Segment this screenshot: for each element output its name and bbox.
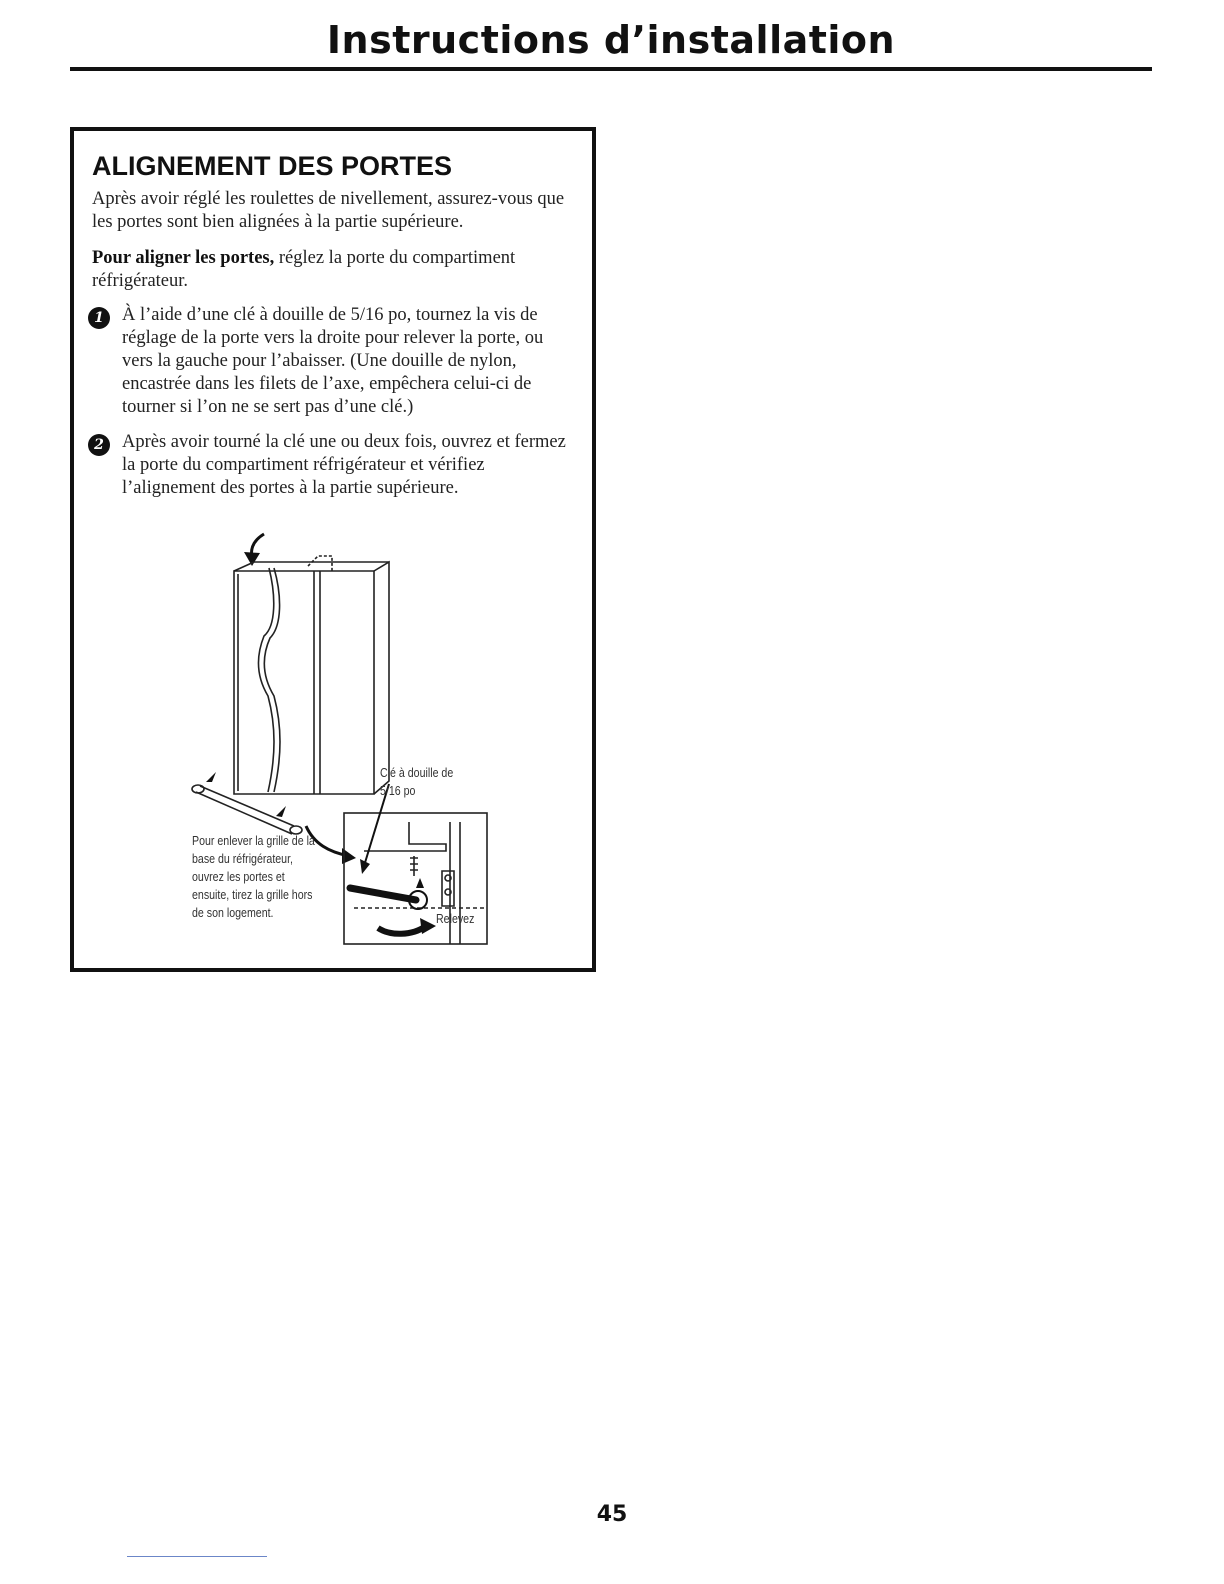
intro-paragraph: Après avoir réglé les roulettes de nivellement, assurez-vous que les portes sont bien alignées à la partie supérieure. (92, 189, 565, 232)
door-alignment-panel (70, 127, 596, 972)
page-title: Instructions d’installation (326, 18, 896, 62)
section-title: ALIGNEMENT DES PORTES (92, 151, 453, 181)
grille-caption: Pour enlever la grille de la base du réfrigérateur, ouvrez les portes et ensuite, tirez la grille hors de son logement. (192, 834, 315, 920)
lead-bold: Pour aligner les portes, (92, 248, 275, 268)
raise-label: Relevez (436, 912, 475, 926)
lead-paragraph (92, 247, 572, 293)
rotate-arrow-icon (378, 918, 436, 934)
refrigerator-illustration (164, 526, 494, 951)
step-2-marker: 2 (88, 434, 110, 456)
lead-rest: réglez la porte du compartiment réfrigérateur. (92, 248, 516, 291)
refrigerator-body (234, 556, 389, 794)
page-number: 45 (596, 1502, 628, 1527)
base-grille (192, 785, 302, 834)
step-2-text: Après avoir tourné la clé une ou deux fois, ouvrez et fermez la porte du compartiment réfrigérateur et vérifiez l’alignement des portes à la partie supérieure. (122, 432, 566, 498)
header-rule (70, 67, 1152, 71)
step-1-marker: 1 (88, 307, 110, 329)
footer-line (127, 1556, 267, 1557)
socket-wrench-icon (350, 878, 427, 909)
wrench-label: Clé à douille de 5/16 po (380, 766, 454, 798)
door-handle (258, 568, 280, 792)
step-1-text: À l’aide d’une clé à douille de 5/16 po, tournez la vis de réglage de la porte vers la droite pour relever la porte, ou vers la gauche pour l’abaisser. (Une douille de nylon, encastrée dans les filets de l’axe, empêchera celui-ci de tourner si l’on ne se sert pas d’une clé.) (122, 305, 544, 417)
